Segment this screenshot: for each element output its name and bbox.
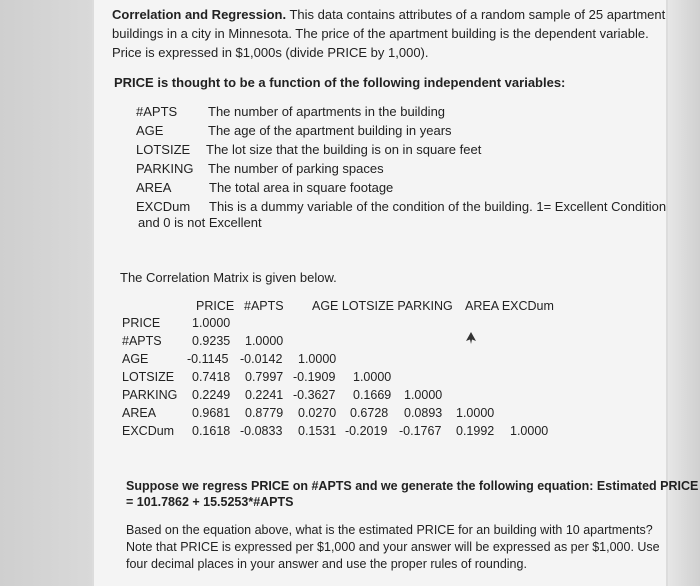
matrix-row-label: EXCDum (122, 424, 175, 438)
matrix-cell: 0.9235 (192, 334, 231, 348)
matrix-row-label: #APTS (122, 334, 162, 348)
question-bold-line-2: = 101.7862 + 15.5253*#APTS (126, 495, 294, 509)
question-line-1: Based on the equation above, what is the estimated PRICE for an building with 10 apartments? (126, 523, 653, 537)
var-desc-lotsize: The lot size that the building is on in square feet (206, 142, 482, 157)
matrix-cell: 0.2241 (245, 388, 284, 402)
matrix-cell: -0.0833 (240, 424, 283, 438)
matrix-cell: 1.0000 (298, 352, 337, 366)
question-line-2: Note that PRICE is expressed per $1,000 and your answer will be expressed as per $1,000. Use (126, 540, 660, 554)
matrix-cell: 1.0000 (245, 334, 284, 348)
matrix-cell: -0.0142 (240, 352, 283, 366)
right-background (668, 0, 700, 586)
question-line-3: four decimal places in your answer and use the proper rules of rounding. (126, 557, 527, 571)
var-desc-age: The age of the apartment building in years (208, 123, 452, 138)
matrix-heading: The Correlation Matrix is given below. (120, 270, 337, 285)
intro-bold-title: Correlation and Regression. (112, 7, 287, 22)
var-desc-apts: The number of apartments in the building (208, 104, 446, 119)
matrix-cell: 0.1618 (192, 424, 231, 438)
matrix-row-label: AREA (122, 406, 157, 420)
variables-tail: and 0 is not Excellent (138, 215, 262, 230)
question-bold-line-1: Suppose we regress PRICE on #APTS and we generate the following equation: Estimated PRICE (126, 479, 699, 493)
var-name-lotsize: LOTSIZE (136, 142, 191, 157)
matrix-cell: 1.0000 (353, 370, 392, 384)
matrix-cell: 0.1992 (456, 424, 495, 438)
matrix-cell: 0.1531 (298, 424, 337, 438)
matrix-cell: 0.2249 (192, 388, 231, 402)
matrix-cell: 0.0893 (404, 406, 443, 420)
matrix-row-label: LOTSIZE (122, 370, 175, 384)
matrix-cell: 0.1669 (353, 388, 392, 402)
matrix-cell: 0.9681 (192, 406, 231, 420)
matrix-cell: -0.3627 (293, 388, 336, 402)
matrix-row-label: AGE (122, 352, 149, 366)
matrix-cell: 1.0000 (510, 424, 549, 438)
matrix-col-price: PRICE (196, 299, 235, 313)
matrix-col-age-lotsize-parking: AGE LOTSIZE PARKING (312, 299, 453, 313)
var-name-area: AREA (136, 180, 172, 195)
matrix-col-area-excdum: AREA EXCDum (465, 299, 554, 313)
intro-line-1-rest: This data contains attributes of a random sample of 25 apartment (289, 7, 666, 22)
variables-heading: PRICE is thought to be a function of the following independent variables: (114, 75, 566, 90)
matrix-col-apts: #APTS (244, 299, 284, 313)
matrix-cell: 0.0270 (298, 406, 337, 420)
matrix-cell: 0.8779 (245, 406, 284, 420)
var-name-parking: PARKING (136, 161, 194, 176)
var-desc-area: The total area in square footage (209, 180, 394, 195)
matrix-row-label: PARKING (122, 388, 178, 402)
matrix-cell: 1.0000 (456, 406, 495, 420)
intro-line-3: Price is expressed in $1,000s (divide PRICE by 1,000). (112, 45, 429, 60)
matrix-cell: 0.7418 (192, 370, 231, 384)
document-page (94, 0, 699, 586)
matrix-cell: 0.6728 (350, 406, 389, 420)
var-name-apts: #APTS (136, 104, 178, 119)
var-name-excdum: EXCDum (136, 199, 191, 214)
var-desc-excdum: This is a dummy variable of the condition of the building. 1= Excellent Condition (209, 199, 667, 214)
intro-line-2: buildings in a city in Minnesota. The price of the apartment building is the dependent variable. (112, 26, 649, 41)
matrix-cell: -0.2019 (345, 424, 388, 438)
matrix-cell: 0.7997 (245, 370, 284, 384)
matrix-cell: -0.1767 (399, 424, 442, 438)
var-desc-parking: The number of parking spaces (208, 161, 384, 176)
left-background (0, 0, 92, 586)
matrix-cell: -0.1145 (187, 352, 229, 366)
var-name-age: AGE (136, 123, 164, 138)
mouse-cursor-icon (466, 332, 476, 344)
intro-line-1 (112, 7, 665, 23)
matrix-cell: 1.0000 (404, 388, 443, 402)
matrix-row-label: PRICE (122, 316, 161, 330)
matrix-cell: 1.0000 (192, 316, 231, 330)
matrix-cell: -0.1909 (293, 370, 336, 384)
